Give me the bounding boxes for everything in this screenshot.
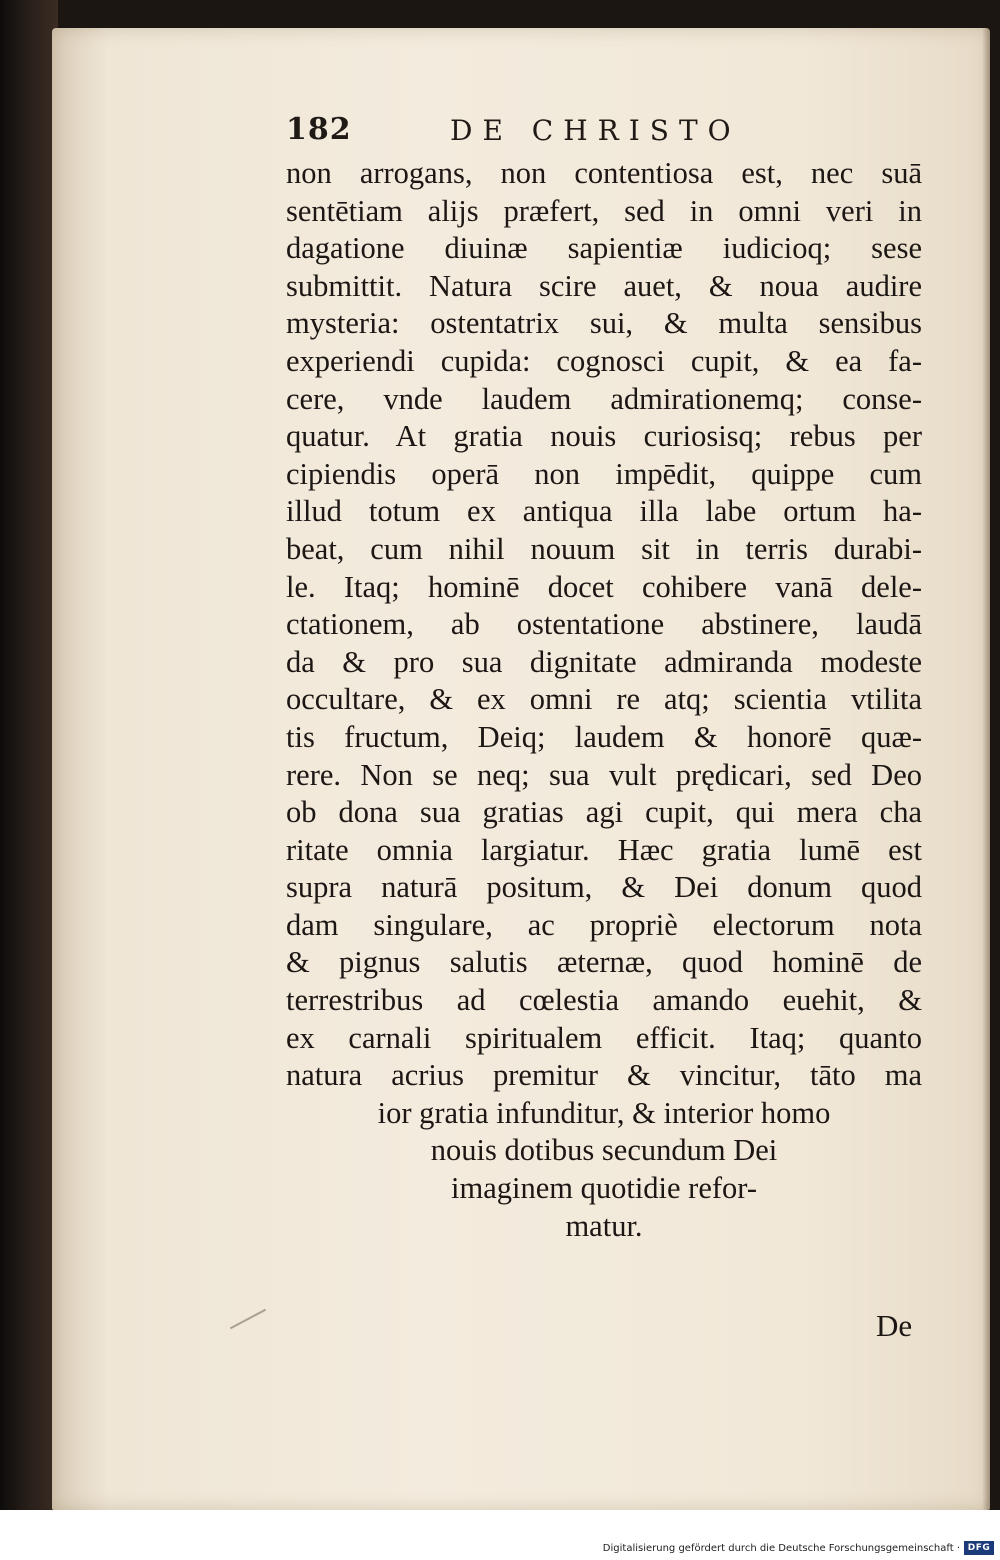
text-line: matur. — [565, 1208, 643, 1243]
text-line: & pignus salutis æternæ, quod hominē de — [286, 945, 922, 980]
text-line: beat, cum nihil nouum sit in terris durabi- — [286, 531, 922, 566]
text-line: ctationem, ab ostentatione abstinere, laudā — [286, 607, 922, 642]
text-line: cere, vnde laudem admirationemq; conse- — [286, 381, 922, 416]
text-line: occultare, & ex omni re atq; scientia vtilita — [286, 682, 922, 717]
text-line: mysteria: ostentatrix sui, & multa sensibus — [286, 306, 922, 341]
text-line: cipiendis operā non impēdit, quippe cum — [286, 456, 922, 491]
text-line: supra naturā positum, & Dei donum quod — [286, 870, 922, 905]
text-line: imaginem quotidie refor- — [451, 1171, 757, 1206]
book-spine-edge — [0, 0, 58, 1560]
running-title: DE CHRISTO — [450, 114, 741, 147]
text-line: ior gratia infunditur, & interior homo — [377, 1095, 831, 1130]
text-line: rere. Non se neq; sua vult prędicari, sed Deo — [286, 757, 922, 792]
dfg-logo-icon: DFG — [964, 1541, 994, 1555]
text-line: ritate omnia largiatur. Hæc gratia lumē est — [286, 832, 922, 867]
text-line: dagatione diuinæ sapientiæ iudicioq; sese — [286, 231, 922, 266]
text-line: tis fructum, Deiq; laudem & honorē quæ- — [286, 719, 922, 754]
text-line: experiendi cupida: cognosci cupit, & ea fa- — [286, 343, 922, 378]
text-line: terrestribus ad cœlestia amando euehit, & — [286, 983, 922, 1018]
funding-note: Digitalisierung gefördert durch die Deutsche Forschungsgemeinschaft · — [602, 1543, 960, 1554]
text-line: quatur. At gratia nouis curiosisq; rebus per — [286, 419, 922, 454]
running-head — [286, 112, 806, 152]
body-text — [286, 155, 926, 1245]
text-line: da & pro sua dignitate admiranda modeste — [286, 644, 922, 679]
text-line: natura acrius premitur & vincitur, tāto ma — [286, 1058, 922, 1093]
text-line: nouis dotibus secundum Dei — [430, 1133, 778, 1168]
text-line: ob dona sua gratias agi cupit, qui mera cha — [286, 795, 922, 830]
text-line: non arrogans, non contentiosa est, nec suā — [286, 156, 922, 190]
text-line: ex carnali spiritualem efficit. Itaq; quanto — [286, 1020, 922, 1055]
text-line: illud totum ex antiqua illa labe ortum ha- — [286, 494, 922, 529]
text-line: submittit. Natura scire auet, & noua audire — [286, 268, 922, 303]
text-line: sentētiam alijs præfert, sed in omni veri in — [286, 193, 922, 228]
page-number: 182 — [286, 112, 352, 147]
text-line: le. Itaq; hominē docet cohibere vanā dele- — [286, 569, 922, 604]
text-line: dam singulare, ac propriè electorum nota — [286, 907, 922, 942]
catchword: De — [876, 1308, 913, 1343]
